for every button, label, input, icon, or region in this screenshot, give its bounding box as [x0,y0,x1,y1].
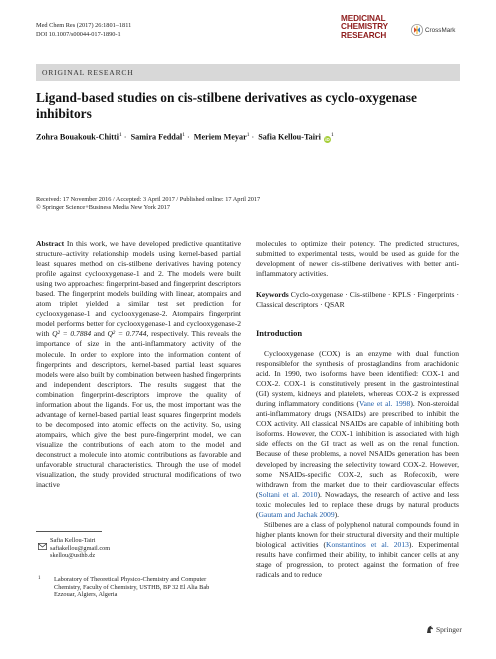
citation-link[interactable]: Konstantinos et al. 2013 [326,539,409,549]
author-affiliation-mark: 1 [246,132,250,138]
section-label: ORIGINAL RESEARCH [42,67,134,77]
journal-citation [36,22,131,39]
author-separator: · [186,132,190,142]
author-separator: · [123,132,127,142]
keywords-list: Cyclo-oxygenase · Cis-stilbene · KPLS · Fingerprints · Classical descriptors · QSAR [256,290,459,309]
author-name[interactable]: Meriem Meyar [193,132,247,142]
publication-dates [36,196,260,213]
q2-value: Q² = 0.7884 [52,329,92,339]
author-affiliation-mark: 1 [119,132,122,138]
corresponding-contact [50,537,110,560]
contact-name: Safia Kellou-Tairi [50,537,96,544]
intro-paragraph: Stilbenes are a class of polyphenol natural compounds found in higher plants known for their structural diversity and their multiple biological activities (Konstantinos et al. 2013). Experimental results have confirmed their ability, to inhibit cancer cells at any stage of progression, to protect against the formation of free radicals and to reduce [256,519,459,580]
orcid-icon[interactable]: iD [325,136,330,142]
author-separator: · [251,132,255,142]
article-title: Ligand-based studies on cis-stilbene derivatives as cyclo-oxygenase inhibitors [36,90,417,121]
abstract-continued: molecules to optimize their potency. The predicted structures, submitted to experimental tests, would be used as guide for the development of newer cis-stilbene derivatives with better anti-inflammatory activities. [256,239,459,279]
crossmark-label: CrossMark [425,26,456,34]
author-list [36,132,456,143]
publisher-name: Springer [436,625,462,634]
introduction-body [256,349,459,580]
citation-line: Med Chem Res (2017) 26:1801–1811 [36,22,132,29]
doi-line[interactable]: DOI 10.1007/s00044-017-1890-1 [36,30,121,38]
copyright-line: © Springer Science+Business Media New York 2017 [36,204,171,212]
contact-email[interactable]: safiakellou@gmail.com [50,544,111,552]
springer-logo [426,625,462,634]
contact-email[interactable]: skellou@usthb.dz [50,552,96,560]
affiliation-text: Laboratory of Theoretical Physico-Chemistry and Computer Chemistry, Faculty of Chemistry, USTHB, BP 32 El Alia Bab Ezzouar, Algiers, Algeria [54,576,210,599]
journal-logo-text: MEDICINAL CHEMISTRY RESEARCH [341,14,389,40]
footnote-rule [36,531,102,532]
crossmark-icon [411,24,423,36]
citation-link[interactable]: Soltani et al. 2010 [258,489,318,499]
affiliation-number: 1 [38,576,41,581]
journal-logo [341,13,459,53]
abstract-paragraph: Abstract In this work, we have developed predictive quantitative structure–activity relationship models using kernel-based partial least squares method on cis-stilbene derivatives having potency profile against cyclooxygenase-1 and 2. The models were built using two approaches: fingerprint-based and fingerprint descriptors based. The fingerprint models building with linear, atompairs and atom triplet yielded a similar test set prediction for cyclooxygenase-1 and cyclooxygenase-2. Atompairs fingerprint model performs better for cyclooxygenase-1 and cyclooxygenase-2 with Q² = 0.7884 and Q² = 0.7744, respectively. This reveals the importance of size in the anti-inflammatory activity of the molecule. In order to explore into the information content of fingerprints and descriptors, kernel-based partial least squares models were also built by combination between hashed fingerprints and independent descriptors. The results suggest that the combination fingerprint-descriptors improve the quality of information about the ligands. For us, the most important was the advantage of kernel-based partial least squares fingerprint models to be decomposed into atomic effects on the activity. So, using atompairs, which give the best pure-fingerprint model, we can visualize the contributions of each atom to the model and deconstruct a molecule into atomic contributions as favorable and unfavorable structural characteristics. Through the use of model visualization, the study provided structural modifications of two inactive [36,239,241,490]
envelope-icon [38,537,47,555]
q2-value: Q² = 0.7744 [107,329,147,339]
abstract [36,239,241,490]
introduction-heading: Introduction [256,328,303,338]
citation-link[interactable]: Gautam and Jachak 2009 [258,509,335,519]
keywords [256,290,459,310]
citation-link[interactable]: Vane et al. 1998 [359,399,411,409]
crossmark-badge[interactable] [411,24,455,36]
author-name[interactable]: Safia Kellou-Tairi [258,132,321,142]
intro-paragraph: Cyclooxygenase (COX) is an enzyme with dual function responsiblefor the synthesis of prostaglandins from arachidonic acid. In 1990, two isoforms have been identified: COX-1 and COX-2. COX-1 is constitutively present in the gastrointestinal (GI) system, kidneys and platelets, whereas COX-2 is expressed during inflammatory conditions (Vane et al. 1998). Non-steroidal anti-inflammatory drugs (NSAIDs) are prescribed to inhibit the COX activity. All classical NSAIDs are capable of inhibiting both isoforms. However, the COX-1 inhibition is associated with high side effects on the GI tract as well as on the renal function. Because of these problems, a novel NSAIDs generation has been developed by increasing the selectivity toward COX-2. However, some NSAIDs-specific COX-2, such as Rofecoxib, were withdrawn from the market due to their cardiovascular effects (Soltani et al. 2010). Nowadays, the research of active and less toxic molecules led to replace these drugs by natural products (Gautam and Jachak 2009). [256,349,459,519]
keywords-label: Keywords [256,290,289,299]
dates-line: Received: 17 November 2016 / Accepted: 3 April 2017 / Published online: 17 April 2017 [36,196,261,203]
abstract-label: Abstract [36,239,65,248]
springer-horse-icon [426,625,434,634]
author-name[interactable]: Samira Feddal [130,132,183,142]
author-name[interactable]: Zohra Bouakouk-Chitti [36,132,120,142]
author-affiliation-mark: 1 [331,132,334,138]
author-affiliation-mark: 1 [182,132,185,138]
